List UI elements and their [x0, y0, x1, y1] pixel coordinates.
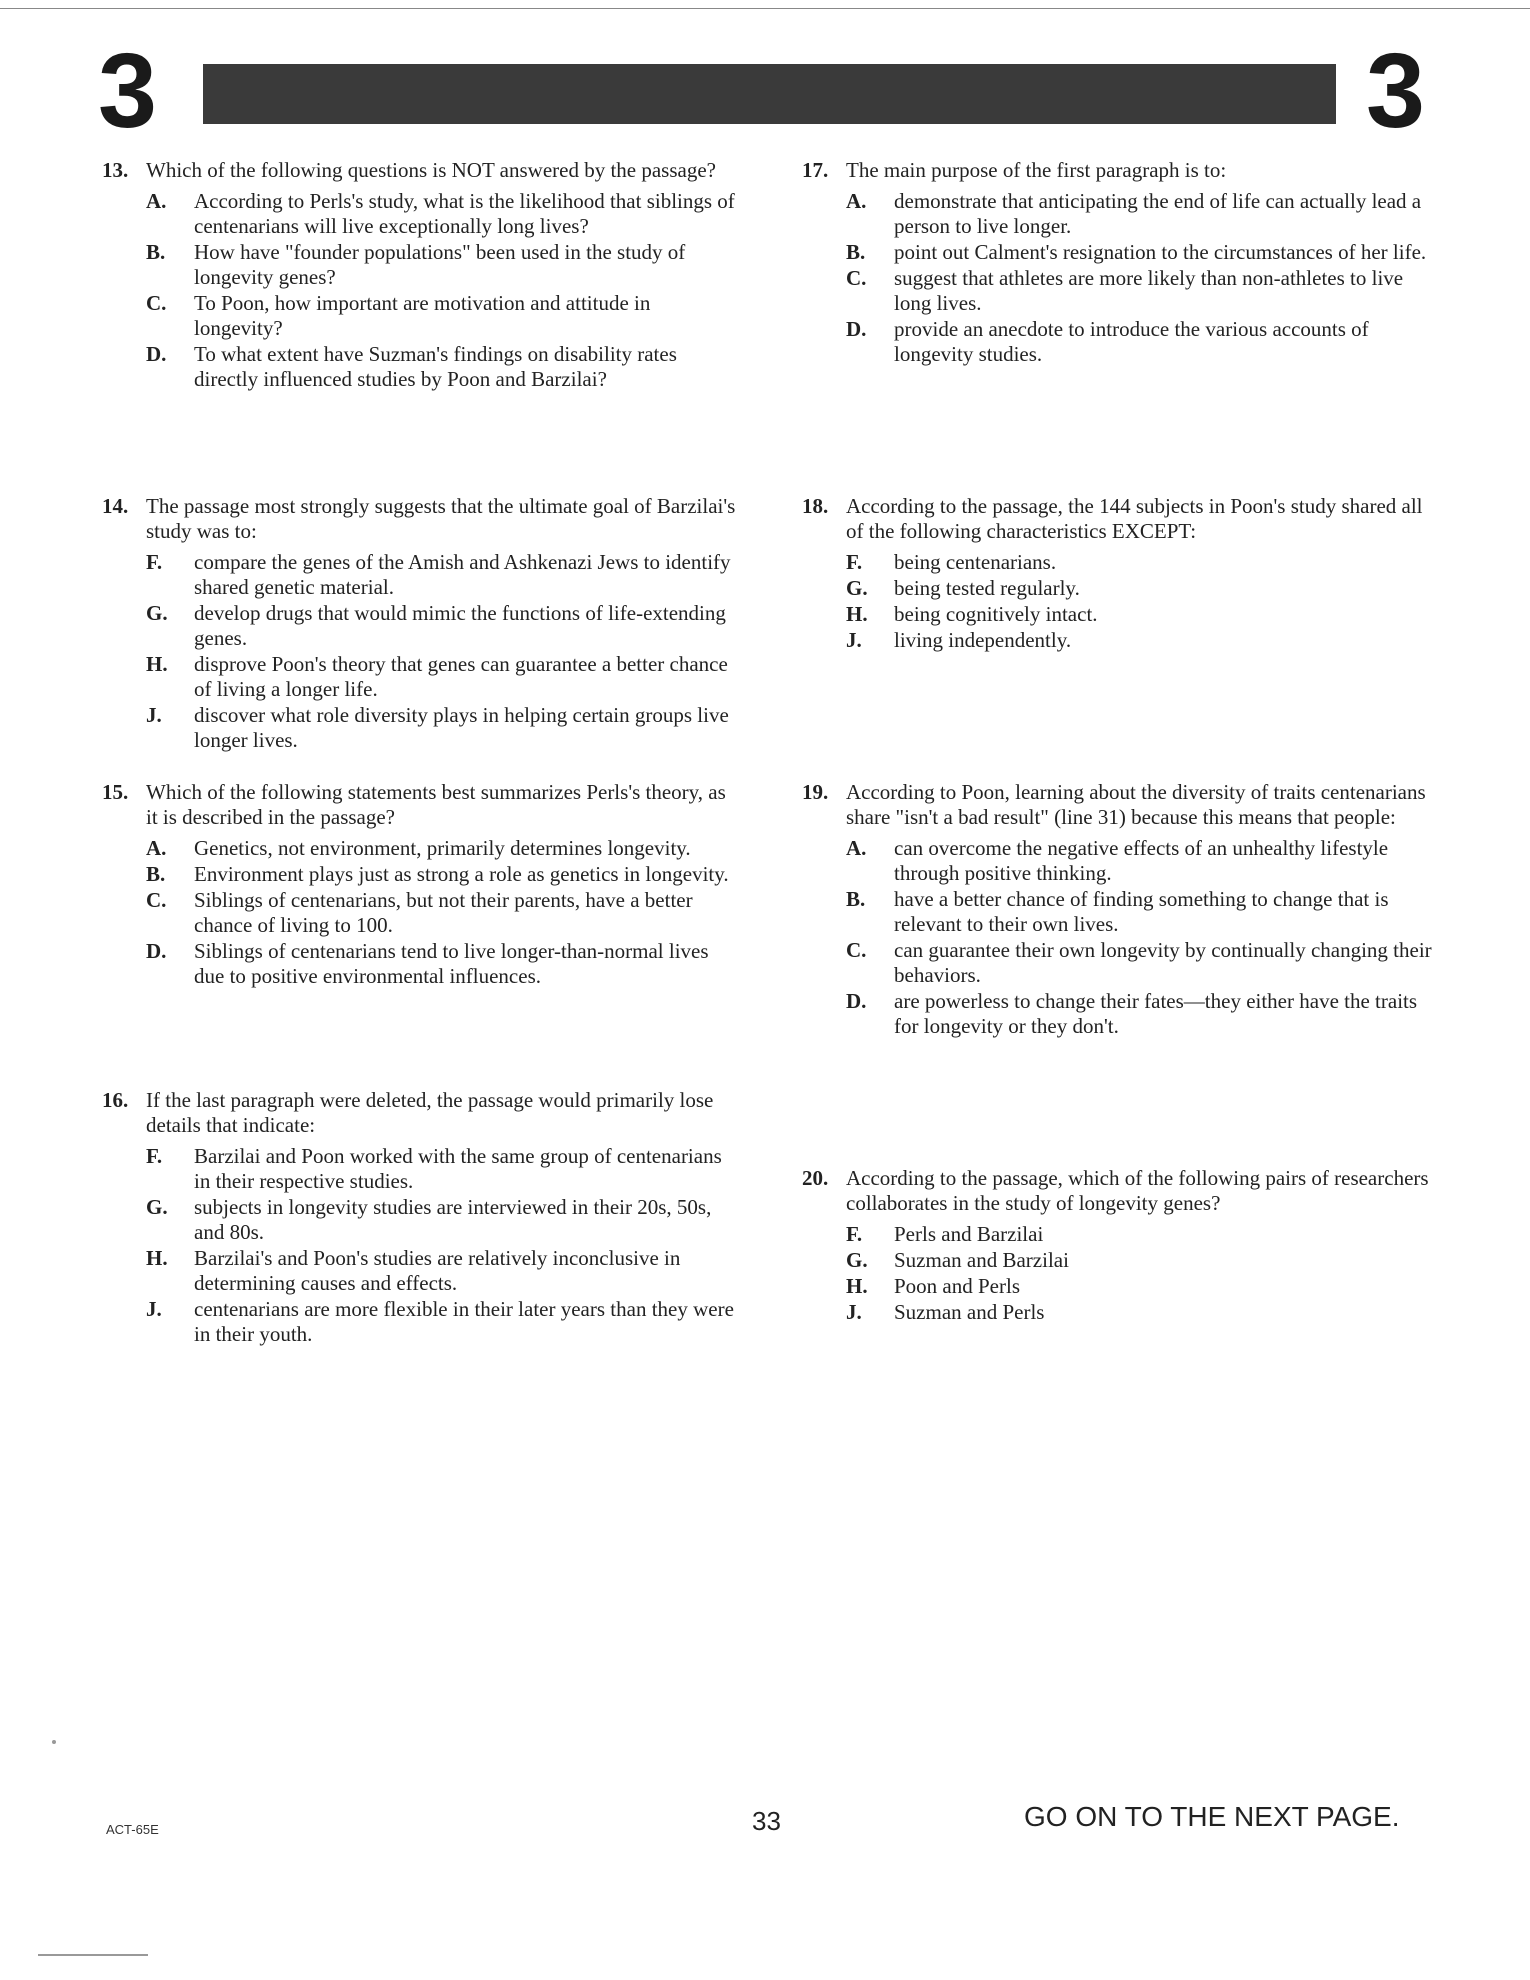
question-number: 18. — [802, 494, 829, 518]
top-rule — [0, 8, 1530, 9]
answer-option[interactable] — [146, 291, 742, 341]
option-text: can guarantee their own longevity by continually changing their behaviors. — [894, 938, 1432, 987]
option-letter: J. — [146, 1297, 162, 1321]
option-text: can overcome the negative effects of an unhealthy lifestyle through positive thinking. — [894, 836, 1389, 885]
answer-option[interactable] — [146, 939, 742, 989]
section-number-right: 3 — [1366, 32, 1425, 150]
option-text: To what extent have Suzman's findings on disability rates directly influenced studies by Poon and Barzilai? — [194, 342, 677, 391]
answer-option[interactable] — [146, 1144, 742, 1194]
question-text: Which of the following statements best summarizes Perls's theory, as it is described in the passage? — [146, 780, 726, 829]
answer-option[interactable] — [846, 1300, 1442, 1325]
option-text: provide an anecdote to introduce the various accounts of longevity studies. — [894, 317, 1369, 366]
option-text: subjects in longevity studies are interviewed in their 20s, 50s, and 80s. — [194, 1195, 712, 1244]
question-number: 20. — [802, 1166, 829, 1190]
question-number: 17. — [802, 158, 829, 182]
answer-option[interactable] — [846, 266, 1442, 316]
question-16 — [102, 1088, 742, 1348]
option-text: develop drugs that would mimic the functions of life-extending genes. — [194, 601, 726, 650]
answer-option[interactable] — [846, 550, 1442, 575]
test-form-code: ACT-65E — [106, 1822, 159, 1837]
section-header-bar — [203, 64, 1336, 124]
question-stem — [802, 158, 1442, 183]
option-text: centenarians are more flexible in their later years than they were in their youth. — [194, 1297, 734, 1346]
option-text: Siblings of centenarians tend to live longer-than-normal lives due to positive environmental influences. — [194, 939, 709, 988]
question-14 — [102, 494, 742, 754]
option-letter: H. — [846, 602, 868, 626]
option-letter: G. — [846, 576, 868, 600]
option-text: are powerless to change their fates—they either have the traits for longevity or they don't. — [894, 989, 1418, 1038]
answer-options — [802, 1222, 1442, 1325]
option-text: Siblings of centenarians, but not their parents, have a better chance of living to 100. — [194, 888, 693, 937]
scan-artifact — [52, 1740, 56, 1744]
answer-option[interactable] — [146, 601, 742, 651]
option-letter: A. — [846, 836, 867, 860]
answer-option[interactable] — [846, 602, 1442, 627]
next-page-instruction: GO ON TO THE NEXT PAGE. — [1024, 1801, 1400, 1832]
question-stem — [802, 1166, 1442, 1216]
option-text: Environment plays just as strong a role as genetics in longevity. — [194, 862, 729, 886]
option-letter: F. — [146, 550, 163, 574]
question-20 — [802, 1166, 1442, 1326]
option-text: being tested regularly. — [894, 576, 1080, 600]
page-number: 33 — [752, 1806, 781, 1836]
option-text: being centenarians. — [894, 550, 1057, 574]
option-letter: B. — [146, 862, 166, 886]
option-text: living independently. — [894, 628, 1072, 652]
answer-option[interactable] — [846, 1274, 1442, 1299]
question-text: According to the passage, the 144 subjects in Poon's study shared all of the following characteristics EXCEPT: — [846, 494, 1423, 543]
option-letter: B. — [146, 240, 166, 264]
answer-option[interactable] — [146, 652, 742, 702]
answer-option[interactable] — [846, 628, 1442, 653]
option-letter: A. — [146, 836, 167, 860]
question-stem — [102, 1088, 742, 1138]
option-letter: C. — [146, 291, 167, 315]
option-letter: F. — [146, 1144, 163, 1168]
scan-artifact — [38, 1954, 148, 1956]
question-stem — [102, 780, 742, 830]
answer-option[interactable] — [846, 1248, 1442, 1273]
question-18 — [802, 494, 1442, 654]
option-text: Poon and Perls — [894, 1274, 1020, 1298]
section-number-left: 3 — [98, 32, 157, 150]
question-number: 15. — [102, 780, 129, 804]
option-letter: D. — [146, 342, 167, 366]
option-text: Suzman and Perls — [894, 1300, 1045, 1324]
answer-option[interactable] — [846, 240, 1442, 265]
question-text: If the last paragraph were deleted, the passage would primarily lose details that indicate: — [146, 1088, 714, 1137]
answer-option[interactable] — [846, 1222, 1442, 1247]
option-text: point out Calment's resignation to the circumstances of her life. — [894, 240, 1427, 264]
question-number: 19. — [802, 780, 829, 804]
question-text: The main purpose of the first paragraph is to: — [846, 158, 1227, 182]
option-text: Genetics, not environment, primarily determines longevity. — [194, 836, 691, 860]
option-text: discover what role diversity plays in helping certain groups live longer lives. — [194, 703, 729, 752]
option-text: being cognitively intact. — [894, 602, 1098, 626]
answer-option[interactable] — [846, 189, 1442, 239]
answer-options — [802, 550, 1442, 653]
answer-option[interactable] — [846, 317, 1442, 367]
question-number: 16. — [102, 1088, 129, 1112]
answer-options — [802, 189, 1442, 367]
option-letter: A. — [846, 189, 867, 213]
question-stem — [102, 158, 742, 183]
question-text: According to the passage, which of the following pairs of researchers collaborates in the study of longevity genes? — [846, 1166, 1429, 1215]
option-text: To Poon, how important are motivation and attitude in longevity? — [194, 291, 651, 340]
question-number: 13. — [102, 158, 129, 182]
option-letter: B. — [846, 240, 866, 264]
question-text: Which of the following questions is NOT answered by the passage? — [146, 158, 716, 182]
option-letter: G. — [146, 1195, 168, 1219]
answer-option[interactable] — [846, 989, 1442, 1039]
option-text: Perls and Barzilai — [894, 1222, 1044, 1246]
option-letter: A. — [146, 189, 167, 213]
answer-option[interactable] — [146, 240, 742, 290]
answer-options — [102, 189, 742, 392]
option-letter: C. — [846, 266, 867, 290]
option-text: suggest that athletes are more likely than non-athletes to live long lives. — [894, 266, 1404, 315]
question-text: The passage most strongly suggests that the ultimate goal of Barzilai's study was to: — [146, 494, 736, 543]
answer-option[interactable] — [146, 1297, 742, 1347]
option-letter: C. — [146, 888, 167, 912]
option-text: According to Perls's study, what is the likelihood that siblings of centenarians will live exceptionally long lives? — [194, 189, 735, 238]
option-letter: D. — [846, 989, 867, 1013]
answer-option[interactable] — [146, 1246, 742, 1296]
option-text: Barzilai and Poon worked with the same group of centenarians in their respective studies. — [194, 1144, 722, 1193]
option-text: have a better chance of finding something to change that is relevant to their own lives. — [894, 887, 1389, 936]
option-letter: D. — [146, 939, 167, 963]
option-letter: G. — [146, 601, 168, 625]
answer-options — [102, 550, 742, 753]
answer-option[interactable] — [146, 189, 742, 239]
option-letter: C. — [846, 938, 867, 962]
question-stem — [802, 780, 1442, 830]
answer-option[interactable] — [846, 576, 1442, 601]
question-13 — [102, 158, 742, 393]
question-17 — [802, 158, 1442, 368]
option-letter: F. — [846, 1222, 863, 1246]
answer-option[interactable] — [146, 888, 742, 938]
option-text: disprove Poon's theory that genes can guarantee a better chance of living a longer life. — [194, 652, 728, 701]
option-text: demonstrate that anticipating the end of life can actually lead a person to live longer. — [894, 189, 1422, 238]
option-letter: G. — [846, 1248, 868, 1272]
question-text: According to Poon, learning about the diversity of traits centenarians share "isn't a bad result" (line 31) because this means that people: — [846, 780, 1426, 829]
answer-option[interactable] — [846, 836, 1442, 886]
question-stem — [102, 494, 742, 544]
question-19 — [802, 780, 1442, 1040]
option-letter: H. — [146, 1246, 168, 1270]
question-stem — [802, 494, 1442, 544]
option-text: compare the genes of the Amish and Ashkenazi Jews to identify shared genetic material. — [194, 550, 731, 599]
question-number: 14. — [102, 494, 129, 518]
answer-option[interactable] — [146, 836, 742, 861]
option-letter: J. — [146, 703, 162, 727]
option-letter: J. — [846, 1300, 862, 1324]
answer-option[interactable] — [146, 550, 742, 600]
answer-option[interactable] — [146, 342, 742, 392]
option-letter: J. — [846, 628, 862, 652]
answer-option[interactable] — [846, 938, 1442, 988]
option-letter: F. — [846, 550, 863, 574]
answer-options — [802, 836, 1442, 1039]
answer-option[interactable] — [146, 703, 742, 753]
option-text: How have "founder populations" been used in the study of longevity genes? — [194, 240, 686, 289]
option-letter: H. — [146, 652, 168, 676]
answer-option[interactable] — [846, 887, 1442, 937]
answer-option[interactable] — [146, 1195, 742, 1245]
option-letter: B. — [846, 887, 866, 911]
option-text: Barzilai's and Poon's studies are relatively inconclusive in determining causes and effects. — [194, 1246, 681, 1295]
option-text: Suzman and Barzilai — [894, 1248, 1069, 1272]
answer-options — [102, 836, 742, 989]
answer-option[interactable] — [146, 862, 742, 887]
option-letter: H. — [846, 1274, 868, 1298]
option-letter: D. — [846, 317, 867, 341]
answer-options — [102, 1144, 742, 1347]
question-15 — [102, 780, 742, 990]
